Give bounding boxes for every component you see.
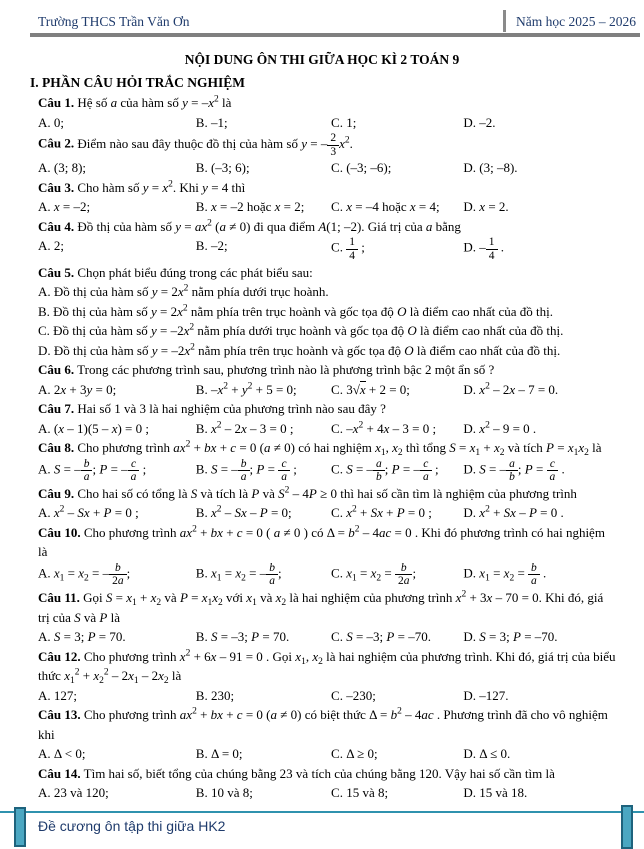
document-title: NỘI DUNG ÔN THI GIỮA HỌC KÌ 2 TOÁN 9 [184,52,460,67]
question-3-options [38,197,616,217]
question-11 [38,588,616,647]
question-9-label: Câu 9. [38,485,75,501]
question-4-option-C: C. $\frac{1}{4}$ ; [331,236,365,262]
question-10-text: Cho phương trình $ax^2$ + bx + c = 0 ( a ≠ 0 ) có $\Delta = b^2 - 4ac = 0$ . Khi đó phương trình có hai nghiệm là [38,524,605,560]
question-12-text: Cho phương trình $x^2 + 6x - 91 = 0$ . Gọi $x_1$, $x_2$ là hai nghiệm của phương trình. Khi đó, giá trị của biểu thức $x_1^2 + x_2^2 - 2x_1 - 2x_2$ là [38,648,616,687]
question-1-label: Câu 1. [38,95,75,110]
question-13-label: Câu 13. [38,707,81,723]
question-8-option-B: B. S = – $\frac{b}{a}$ ; P = $\frac{c}{a}$ ; [195,457,297,484]
fraction: $\frac{b}{a}$ [528,562,540,588]
question-13-option-D: D. Δ ≤ 0. [463,746,511,762]
question-6-options [38,380,616,400]
question-2-label: Câu 2. [38,135,75,151]
question-9-option-D: D. $x^2 + Sx - P = 0$ . [463,505,564,521]
question-8-text: Cho phương trình $ax^2$ + bx + c = 0 (a ≠ 0) có hai nghiệm $x_1$, $x_2$ thì tổng $S = x_1 + x_2$ và tích $P = x_1x_2$ là [77,439,602,459]
question-4 [38,217,616,263]
fraction: $\frac{c}{a}$ [547,458,559,484]
header-divider [503,10,506,32]
fraction: $\frac{b}{a}$ [81,458,93,484]
question-7-option-A: A. (x – 1)(5 – x) = 0 ; [38,420,149,436]
question-14-text: Tìm hai số, biết tổng của chúng bằng 23 và tích của chúng bằng 120. Vậy hai số cần tìm là [83,765,555,781]
question-13-option-B: B. Δ = 0; [195,746,243,762]
question-14-option-A: A. 23 và 120; [38,785,109,801]
question-3 [38,178,616,217]
question-6-option-A: A. 2x + 3y = 0; [38,381,117,397]
question-7-option-B: B. $x^2 - 2x - 3 = 0$ ; [195,420,294,436]
question-10-option-C: C. $x_1 = x_2$ = $\frac{b}{2a}$ ; [331,561,417,588]
question-14-option-C: C. 15 và 8; [331,785,389,801]
question-8-option-C: C. S = – $\frac{a}{b}$ ; P = – $\frac{c}{a}$ ; [331,457,439,484]
fraction: $\frac{b}{a}$ [238,458,250,484]
question-11-option-B: B. S = –3; P = 70. [195,629,290,645]
question-12-label: Câu 12. [38,648,81,664]
question-5 [38,263,616,361]
question-13-text: Cho phương trình $ax^2$ + bx + c = 0 (a ≠ 0) có biệt thức $\Delta = b^2 - 4ac$ . Phương trình đã cho vô nghiệm khi [38,706,608,742]
question-7-option-C: C. $-x^2 + 4x - 3 = 0$ ; [331,420,437,436]
question-7-option-D: D. $x^2 - 9 = 0$ . [463,420,537,436]
question-11-text: Gọi $S = x_1 + x_2$ và $P = x_1x_2$ với $x_1$ và $x_2$ là hai nghiệm của phương trình $x^2 + 3x - 70 = 0$. Khi đó, giá trị của S và P là [38,589,604,625]
question-11-option-C: C. S = –3; P = –70. [331,629,431,645]
question-8-options [38,458,616,484]
question-12 [38,647,616,706]
fraction: $\frac{2}{3}$ [327,132,339,158]
question-2-text: Điểm nào sau đây thuộc đồ thị của hàm số y = – $\frac{2}{3}$ $x^2$. [77,132,353,158]
question-3-label: Câu 3. [38,179,75,195]
question-5-option-B: B. Đồ thị của hàm số $y = 2x^2$ nằm phía trên trục hoành và gốc tọa độ O là điểm cao nhất của đồ thị. [38,303,554,319]
question-5-option-A: A. Đồ thị của hàm số $y = 2x^2$ nằm phía dưới trục hoành. [38,283,329,300]
question-7 [38,399,616,438]
question-4-option-B: B. –2; [195,238,228,254]
school-name: Trường THCS Trần Văn Ơn [38,14,190,29]
fraction: $\frac{1}{4}$ [346,236,358,262]
question-7-text: Hai số 1 và 3 là hai nghiệm của phương trình nào sau đây ? [77,401,386,417]
question-12-option-B: B. 230; [195,687,235,703]
fraction: $\frac{c}{a}$ [420,458,432,484]
fraction: $\frac{b}{2a}$ [109,562,127,588]
question-10-options [38,562,616,588]
footer-note: Đề cương ôn tập thi giữa HK2 [38,818,226,834]
fraction: $\frac{a}{b}$ [373,458,385,484]
question-5-text: Chọn phát biểu đúng trong các phát biểu sau: [77,264,313,280]
question-13-option-C: C. Δ ≥ 0; [331,746,378,762]
question-3-option-D: D. x = 2. [463,199,509,215]
question-8-option-A: A. S = – $\frac{b}{a}$ ; P = – $\frac{c}{a}$ ; [38,457,147,484]
question-6-label: Câu 6. [38,362,75,378]
question-10 [38,523,616,588]
sqrt-symbol: √x [352,381,366,397]
question-9-option-B: B. $x^2 - Sx - P = 0$; [195,505,292,521]
question-13-option-A: A. Δ < 0; [38,746,86,762]
question-12-option-A: A. 127; [38,687,78,703]
question-9 [38,484,616,523]
question-6 [38,360,616,399]
question-2-option-B: B. (–3; 6); [195,160,250,176]
fraction: $\frac{c}{a}$ [128,458,140,484]
page-footer [0,805,644,847]
question-2-options [38,158,616,178]
question-4-text: Đồ thị của hàm số $y = ax^2$ (a ≠ 0) đi qua điểm A(1; –2). Giá trị của a bằng [77,218,461,234]
question-9-option-A: A. $x^2 - Sx + P = 0$ ; [38,505,139,521]
question-9-text: Cho hai số có tổng là S và tích là P và $S^2 - 4P \ge 0$ thì hai số cần tìm là nghiệm của phương trình [77,485,577,501]
question-13-options [38,744,616,764]
question-7-label: Câu 7. [38,401,75,417]
question-12-options [38,686,616,706]
question-5-label: Câu 5. [38,264,75,280]
question-1 [38,93,616,132]
question-5-option-C: C. Đồ thị của hàm số $y = -2x^2$ nằm phía dưới trục hoành và gốc tọa độ O là điểm cao nhất của đồ thị. [38,322,564,339]
question-7-options [38,419,616,439]
question-11-option-A: A. S = 3; P = 70. [38,629,126,645]
fraction: $\frac{b}{a}$ [266,562,278,588]
question-3-option-C: C. x = –4 hoặc x = 4; [331,199,440,215]
question-8 [38,438,616,484]
fraction: $\frac{1}{4}$ [486,236,498,262]
question-13 [38,705,616,764]
question-3-text: Cho hàm số $y = x^2$. Khi y = 4 thì [77,179,246,195]
page-header [38,10,638,32]
question-9-option-C: C. $x^2 + Sx + P = 0$ ; [331,505,432,521]
question-5-options [38,282,616,360]
fraction: $\frac{c}{a}$ [278,458,290,484]
question-14-options [38,783,616,803]
question-6-option-D: D. $x^2 - 2x - 7 = 0$. [463,381,559,397]
question-6-text: Trong các phương trình sau, phương trình nào là phương trình bậc 2 một ẩn số ? [77,362,495,378]
question-4-option-D: D. – $\frac{1}{4}$ . [463,236,505,262]
question-2-option-A: A. (3; 8); [38,160,87,176]
footer-right-bar [621,805,633,849]
question-14-option-B: B. 10 và 8; [195,785,253,801]
question-11-option-D: D. S = 3; P = –70. [463,629,558,645]
question-5-option-D: D. Đồ thị của hàm số $y = -2x^2$ nằm phía trên trục hoành và gốc tọa độ O là điểm cao nhất của đồ thị. [38,342,561,358]
section-heading: I. PHẦN CÂU HỎI TRẮC NGHIỆM [30,75,246,90]
fraction: $\frac{b}{2a}$ [395,562,413,588]
question-2-option-D: D. (3; –8). [463,160,518,176]
question-2 [38,132,616,178]
question-10-option-B: B. $x_1 = x_2$ = – $\frac{b}{a}$ ; [195,561,282,588]
question-4-options [38,236,616,262]
question-1-text: Hệ số a của hàm số $y = -x^2$ là [77,94,232,110]
question-14 [38,764,616,803]
question-10-option-D: D. $x_1 = x_2$ = $\frac{b}{a}$ . [463,561,547,588]
footer-left-bar [14,807,26,847]
question-4-option-A: A. 2; [38,238,65,254]
question-12-option-C: C. –230; [331,687,376,703]
fraction: $\frac{a}{b}$ [506,458,518,484]
question-1-option-D: D. –2. [463,114,496,130]
header-rule [30,33,640,37]
question-10-label: Câu 10. [38,524,81,540]
footer-rule [0,811,644,813]
question-3-option-A: A. x = –2; [38,199,91,215]
question-3-option-B: B. x = –2 hoặc x = 2; [195,199,305,215]
school-year: Năm học 2025 – 2026 [516,14,636,29]
question-14-option-D: D. 15 và 18. [463,785,528,801]
document-page [0,10,644,847]
question-list [38,93,616,803]
question-12-option-D: D. –127. [463,687,509,703]
question-8-option-D: D. S = – $\frac{a}{b}$ ; P = $\frac{c}{a}$ . [463,457,565,484]
question-6-option-C: C. 3√x + 2 = 0; [331,381,410,397]
question-6-option-B: B. $-x^2 + y^2 + 5 = 0$; [195,381,297,397]
question-9-options [38,503,616,523]
question-8-label: Câu 8. [38,440,75,456]
question-14-label: Câu 14. [38,765,81,781]
question-11-label: Câu 11. [38,590,80,606]
question-1-option-C: C. 1; [331,114,357,130]
question-10-option-A: A. $x_1 = x_2$ = – $\frac{b}{2a}$ ; [38,561,131,588]
question-1-option-B: B. –1; [195,114,228,130]
question-1-option-A: A. 0; [38,114,65,130]
question-4-label: Câu 4. [38,218,75,234]
question-11-options [38,627,616,647]
question-2-option-C: C. (–3; –6); [331,160,392,176]
question-1-options [38,113,616,133]
